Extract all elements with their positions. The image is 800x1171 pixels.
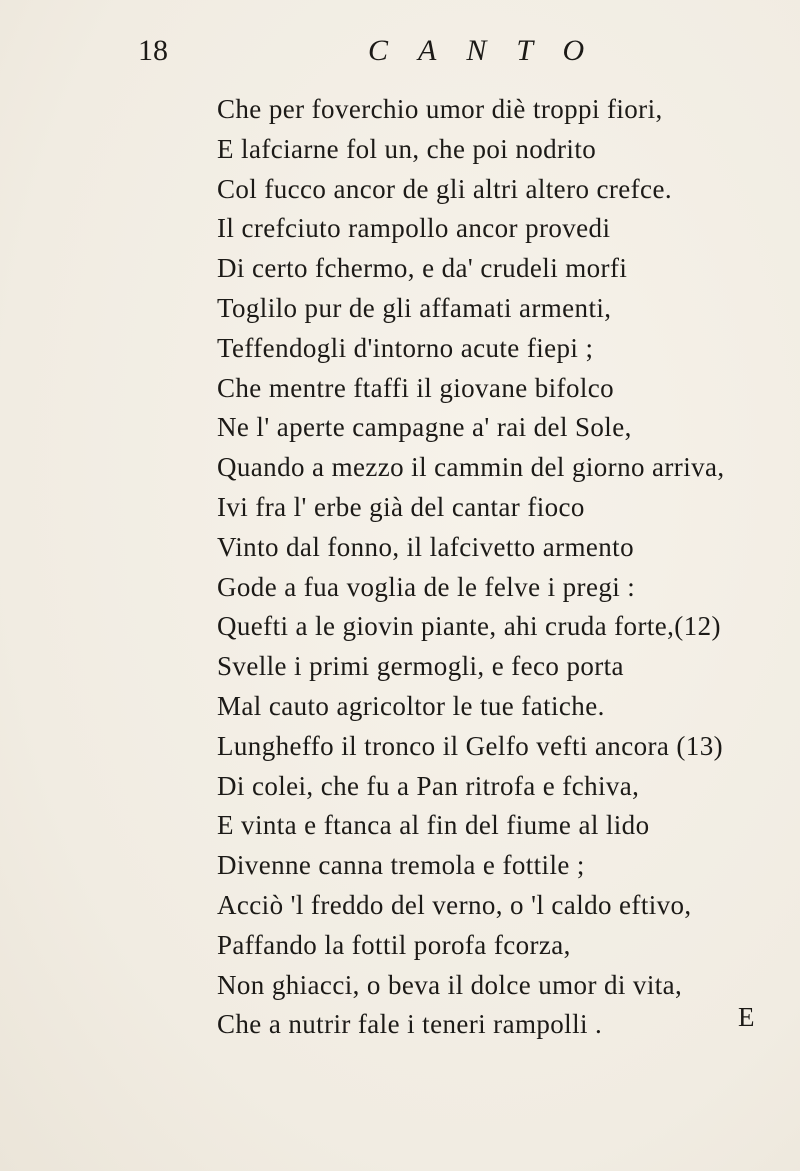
verse-line: Il crefciuto rampollo ancor provedi	[217, 213, 611, 244]
verse-line: Che per foverchio umor diè troppi fiori,	[217, 94, 663, 124]
verse-line: Teffendogli d'intorno acute fiepi ;	[217, 332, 594, 363]
page-header	[138, 34, 658, 84]
verse-line: Divenne canna tremola e fottile ;	[217, 850, 585, 881]
verse-line: Toglilo pur de gli affamati armenti,	[217, 292, 612, 323]
verse-line: Quefti a le giovin piante, ahi cruda forte,(12)	[217, 611, 721, 642]
verse-line: Ivi fra l' erbe già del cantar fioco	[217, 491, 585, 522]
verse-line: Che mentre ftaffi il giovane bifolco	[217, 372, 615, 403]
page-number: 18	[138, 34, 168, 67]
verse-line: Lungheffo il tronco il Gelfo vefti ancora (13)	[217, 730, 723, 761]
verse-line: Non ghiacci, o beva il dolce umor di vita,	[217, 969, 683, 1000]
verse-line: Quando a mezzo il cammin del giorno arriva,	[217, 452, 725, 483]
verse-line: Vinto dal fonno, il lafcivetto armento	[217, 531, 634, 562]
running-head: CANTO	[368, 34, 615, 67]
verse-line: E vinta e ftanca al fin del fiume al lido	[217, 810, 650, 841]
verse-line: Acciò 'l freddo del verno, o 'l caldo eftivo,	[217, 889, 692, 920]
verse-line: Col fucco ancor de gli altri altero crefce.	[217, 173, 672, 204]
verse-line: Gode a fua voglia de le felve i pregi :	[217, 571, 636, 602]
verse-line: Paffando la fottil porofa fcorza,	[217, 929, 571, 960]
verse-line: Che a nutrir fale i teneri rampolli .	[217, 1009, 603, 1040]
verse-line: Di colei, che fu a Pan ritrofa e fchiva,	[217, 770, 640, 801]
verse-line: Mal cauto agricoltor le tue fatiche.	[217, 690, 605, 721]
verse-text	[217, 90, 777, 1045]
catchword: E	[738, 1002, 755, 1032]
verse-line: Ne l' aperte campagne a' rai del Sole,	[217, 412, 632, 443]
verse-line: Di certo fchermo, e da' crudeli morfi	[217, 253, 628, 284]
verse-line: E lafciarne fol un, che poi nodrito	[217, 133, 597, 164]
verse-line: Svelle i primi germogli, e feco porta	[217, 651, 624, 682]
